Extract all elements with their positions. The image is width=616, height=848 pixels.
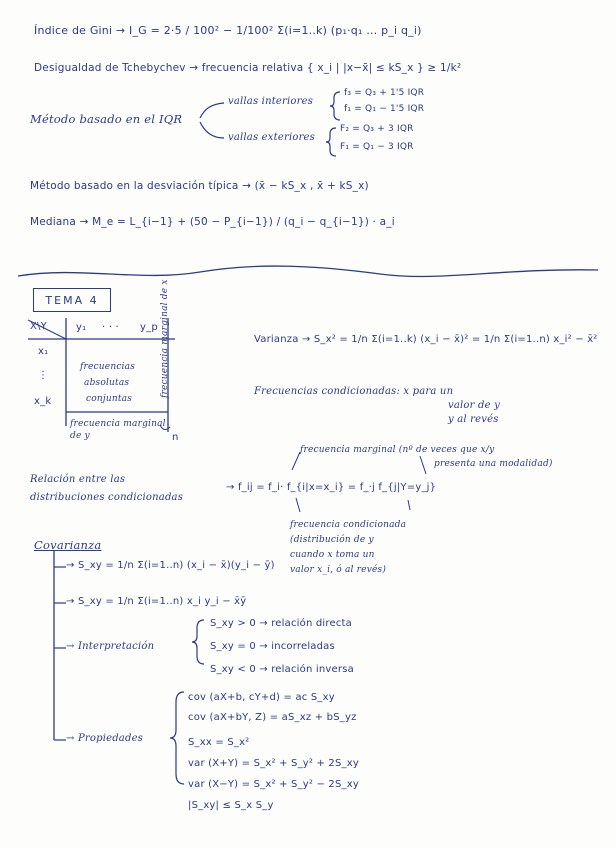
cond-note-line3: cuando x toma un [290,550,375,560]
condicionadas-line3: y al revés [448,414,499,425]
prop-2: cov (aX+bY, Z) = aS_xz + bS_yz [188,712,357,723]
covarianza-title: Covarianza [34,538,102,552]
cond-note-line1: frecuencia condicionada [290,520,407,530]
varianza-formula: Varianza → S_x² = 1/n Σ(i=1..k) (x_i − x̄)² = 1/n Σ(i=1..n) x_i² − x̄² [254,334,598,345]
mediana-formula: Mediana → M_e = L_{i−1} + (50 − P_{i−1}) / (q_i − q_{i−1}) · a_i [30,216,395,228]
prop-6: |S_xy| ≤ S_x S_y [188,800,274,811]
tema-heading: TEMA 4 [33,288,111,312]
table-marginal-x: frecuencia marginal de x [160,279,170,398]
table-marginal-y: frecuencia marginal de y [70,419,166,441]
prop-1: cov (aX+b, cY+d) = ac S_xy [188,692,335,703]
f3-formula: f₃ = Q₃ + 1'5 IQR [344,88,425,98]
cond-note-line2: (distribución de y [290,535,374,545]
desviacion-method: Método basado en la desviación típica → (x̄ − kS_x , x̄ + kS_x) [30,180,369,192]
relacion-line1: Relación entre las [30,474,126,485]
relacion-formula: → f_ij = f_i· f_{i|x=x_i} = f_·j f_{j|Y=y_j} [226,482,437,493]
prop-3: S_xx = S_x² [188,737,250,748]
prop-5: var (X−Y) = S_x² + S_y² − 2S_xy [188,779,359,790]
table-body-1: frecuencias [80,362,136,372]
table-y1: y₁ [76,322,87,333]
cond-note-line4: valor x_i, ó al revés) [290,565,387,575]
vallas-exteriores-label: vallas exteriores [228,132,316,143]
table-vdots: ⋮ [38,370,49,381]
table-body-2: absolutas [84,378,130,388]
table-xk: x_k [34,396,52,407]
propiedades-label: → Propiedades [66,733,144,744]
table-x1: x₁ [38,346,49,357]
table-yp: y_p [140,322,158,333]
chebyshev-formula: Desigualdad de Tchebychev → frecuencia relativa { x_i | |x−x̄| ≤ kS_x } ≥ 1/k² [34,62,462,74]
table-dots: · · · [102,322,119,333]
F1-formula: F₁ = Q₁ − 3 IQR [340,142,414,152]
F2-formula: F₂ = Q₃ + 3 IQR [340,124,414,134]
iqr-method-label: Método basado en el IQR [30,112,183,126]
marginal-note-line2: presenta una modalidad) [434,459,553,469]
prop-4: var (X+Y) = S_x² + S_y² + 2S_xy [188,758,359,769]
marginal-note-line1: frecuencia marginal (nº de veces que x/y [300,445,495,455]
f1-formula: f₁ = Q₁ − 1'5 IQR [344,104,425,114]
covarianza-def2: → S_xy = 1/n Σ(i=1..n) x_i y_i − x̄ȳ [66,596,247,607]
interp-negative: S_xy < 0 → relación inversa [210,664,354,675]
gini-formula: Índice de Gini → I_G = 2·5 / 100² − 1/100² Σ(i=1..k) (p₁·q₁ … p_i q_i) [34,24,422,37]
relacion-line2: distribuciones condicionadas [30,492,184,503]
table-corner: X\Y [30,321,47,332]
condicionadas-line2: valor de y [448,400,500,411]
covarianza-def1: → S_xy = 1/n Σ(i=1..n) (x_i − x̄)(y_i − ȳ) [66,560,275,571]
table-n: n [172,432,179,443]
interpretacion-label: → Interpretación [66,641,155,652]
interp-zero: S_xy = 0 → incorreladas [210,641,335,652]
interp-positive: S_xy > 0 → relación directa [210,618,352,629]
condicionadas-line1: Frecuencias condicionadas: x para un [254,386,454,397]
vallas-interiores-label: vallas interiores [228,96,314,107]
table-body-3: conjuntas [86,394,133,404]
